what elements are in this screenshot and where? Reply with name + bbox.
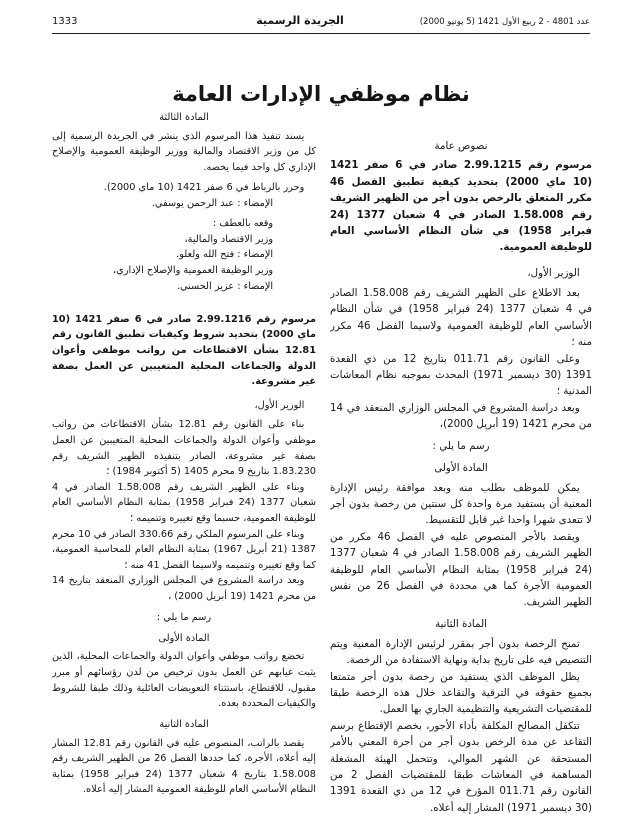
page-title: نظام موظفي الإدارات العامة <box>172 82 470 106</box>
decree-1-article-3-heading: المادة الثالثة <box>159 112 209 123</box>
section-heading: نصوص عامة <box>434 140 488 152</box>
decree-2-recital: وبعد دراسة المشروع في المجلس الوزاري المنعقد بتاريخ 14 من محرم 1421 (19 أبريل 2000) ، <box>52 575 316 603</box>
header-rule <box>52 33 590 34</box>
decree-1-article-2-paragraph: تمنح الرخصة بدون أجر بمقرر لرئيس الإدارة المعنية ويتم التنصيص فيه على تاريخ بداية ونهاية الاستفادة من الرخصة. <box>330 637 592 667</box>
decree-1-article-2-paragraph: تتكفل المصالح المكلفة بأداء الأجور، بخصم الإقتطاع برسم التقاعد عن مدة الرخص بدون أجر من أجرة المعني بالأمر المستحقة عن الشهر الموالي، وتتحمل الهيئة المشغلة المساهمة في المعاشات طبقا للمقتضيات الفصل 2 من القانون رقم 011.71 المؤرخ في 12 من ذي القعدة 1391 (30 ديسمبر 1971) المشار إليه أعلاه. <box>330 719 592 814</box>
decree-1-preamble: الوزير الأول، <box>527 267 580 280</box>
decree-1-article-3-paragraph: يسند تنفيذ هذا المرسوم الذي ينشر في الجريدة الرسمية إلى كل من وزير الاقتصاد والمالية ووزير الوظيفة العمومية والإصلاح الإداري كل واحد فيما يخصه. <box>52 130 316 173</box>
decree-2-preamble: الوزير الأول، <box>254 400 305 412</box>
left-column <box>52 110 316 824</box>
decree-1-recital: وعلى القانون رقم 011.71 بتاريخ 12 من ذي القعدة 1391 (30 ديسمبر 1971) المحدث بموجبه نظام المعاشات المدنية ؛ <box>330 352 592 398</box>
decree-1-recital: بعد الاطلاع على الظهير الشريف رقم 1.58.008 الصادر في 4 شعبان 1377 (24 فبراير 1958) في شأن النظام الأساسي العام للوظيفة العمومية ولاسيما الفصل 46 مكرر منه ؛ <box>330 286 592 349</box>
decree-1-article-1-paragraph: ويقصد بالأجر المنصوص عليه في الفصل 46 مكرر من الظهير الشريف رقم 1.58.008 الصادر في 4 شعبان 1377 (24 فبراير 1958) بمثابة النظام الأساسي العام للوظيفة العمومية الأجرة كما هي محددة في الفصل 26 من نفس الظهير الشريف. <box>330 530 592 609</box>
decree-2-title: مرسوم رقم 2.99.1216 صادر في 6 صفر 1421 (10 ماي 2000) بتحديد شروط وكيفيات تطبيق القانون رقم 12.81 بشأن الاقتطاعات من رواتب موظفي وأعوان الدولة والجماعات المحلية المتغيبين عن العمل بصفة غير مشروعة. <box>52 313 316 388</box>
decree-1-article-1-paragraph: يمكن للموظف بطلب منه وبعد موافقة رئيس الإدارة المعنية أن يستفيد مرة واحدة كل سنتين من رخصة بدون أجر لا تتعدى شهرا واحدا غير قابل للتقسيط. <box>330 481 592 527</box>
publication-name: الجريدة الرسمية <box>256 14 344 27</box>
countersign-line: وزير الوظيفة العمومية والإصلاح الإداري، <box>113 265 274 277</box>
page-number: 1333 <box>52 16 78 27</box>
decree-1-enactment: رسم ما يلي : <box>432 440 490 453</box>
countersign-line: الإمضاء : عزيز الحسني. <box>176 280 274 292</box>
decree-2-article-1-paragraph: تخضع رواتب موظفي وأعوان الدولة والجماعات المحلية، الذين يثبت غيابهم عن العمل بدون ترخيص من لدن رؤسائهم أو مبرر مقبول، للاقتطاع، باستثناء التعويضات العائلية وذلك طبقا للشروط والكيفيات المحددة بعده. <box>52 651 316 710</box>
decree-1-article-1-heading: المادة الأولى <box>434 462 488 475</box>
done-at: وحرر بالرباط في 6 صفر 1421 (10 ماي 2000). <box>103 182 305 194</box>
right-column <box>330 138 592 826</box>
decree-1-title: مرسوم رقم 2.99.1215 صادر في 6 صفر 1421 (10 ماي 2000) بتحديد كيفية تطبيق الفصل 46 مكرر المتعلق بالرخص بدون أجر من الظهير الشريف رقم 1.58.008 الصادر في 4 شعبان 1377 (24 فبراير 1958) في شأن النظام الأساسي العام للوظيفة العمومية. <box>330 159 592 254</box>
decree-2-article-2-heading: المادة الثانية <box>159 719 209 731</box>
prime-minister-signature: الإمضاء : عبد الرحمن يوسفي. <box>151 197 274 209</box>
decree-2-article-2-paragraph: يقصد بالراتب، المنصوص عليه في القانون رقم 12.81 المشار إليه أعلاه، الأجرة، كما حددها الفصل 26 من الظهير الشريف رقم 1.58.008 بتاريخ 4 شعبان 1377 (24 فبراير 1958) بمثابة النظام الأساسي العام للوظيفة العمومية المشار إليه أعلاه. <box>52 737 316 796</box>
decree-2-article-1-heading: المادة الأولى <box>158 632 210 644</box>
decree-2-enactment: رسم ما يلي : <box>156 611 212 623</box>
decree-2-recital: وبناء على الظهير الشريف رقم 1.58.008 الصادر في 4 شعبان 1377 (24 فبراير 1958) بمثابة النظام الأساسي العام للوظيفة العمومية، حسبما وقع تغييره وتتميمه ؛ <box>52 481 316 525</box>
decree-2-recital: بناء على القانون رقم 12.81 بشأن الاقتطاعات من رواتب موظفي وأعوان الدولة والجماعات المحلية المتغيبين عن العمل بصفة غير مشروعة، الصادر بتنفيذه الظهير الشريف رقم 1.83.230 بتاريخ 9 محرم 1405 (5 أكتوبر 1984) ؛ <box>52 419 316 478</box>
decree-2-recital: وبناء على المرسوم الملكي رقم 330.66 الصادر في 10 محرم 1387 (21 أبريل 1967) بمثابة النظام العام للمحاسبة العمومية، كما وقع تغييره وتتميمه ولاسيما الفصل 41 منه ؛ <box>52 528 316 571</box>
countersign-heading: وقعه بالعطف : <box>212 218 274 230</box>
decree-1-recital: وبعد دراسة المشروع في المجلس الوزاري المنعقد في 14 من محرم 1421 (19 أبريل 2000)، <box>330 401 592 431</box>
countersign-line: وزير الاقتصاد والمالية، <box>184 233 274 245</box>
countersign-line: الإمضاء : فتح الله ولعلو. <box>176 249 274 261</box>
decree-1-article-2-paragraph: يظل الموظف الذي يستفيد من رخصة بدون أجر متمتعا بجميع حقوقه في الترقية والتقاعد خلال هذه الرخصة طبقا للمقتضيات التشريعية والتنظيمية الجاري بها العمل. <box>330 670 592 716</box>
decree-1-article-2-heading: المادة الثانية <box>435 618 487 631</box>
issue-info: عدد 4801 - 2 ربيع الأول 1421 (5 يونيو 2000) <box>419 17 590 27</box>
